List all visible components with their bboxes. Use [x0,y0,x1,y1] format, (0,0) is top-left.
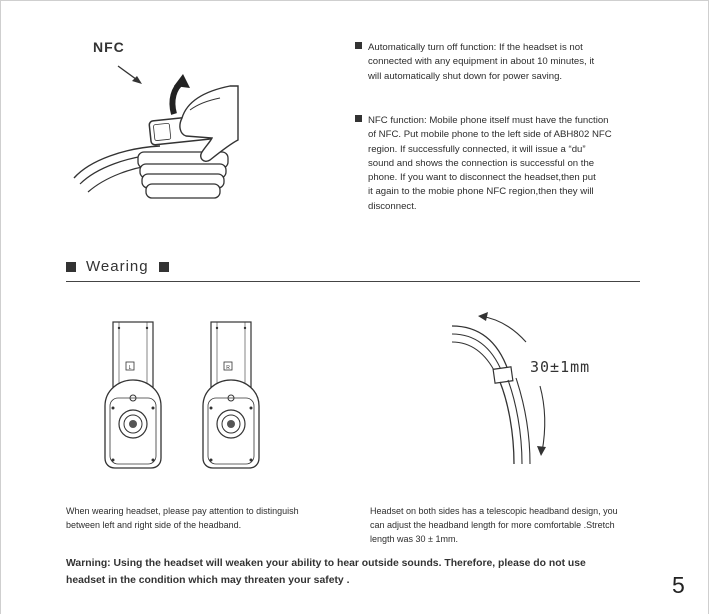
section-title: Wearing [86,258,149,275]
auto-off-line: connected with any equipment in about 10 minutes, it [368,56,595,68]
slider-joint [493,367,513,383]
right-side-mark: R [226,365,230,371]
auto-off-paragraph [355,41,640,84]
section-heading-wearing [66,258,169,275]
nfc-function-line: it again to the mobie phone NFC region,then they will [368,186,594,198]
warning-line: headset in the condition which may threaten your safety . [66,575,350,586]
left-side-mark: L [128,365,132,371]
left-caption-line: When wearing headset, please pay attention to distinguish [66,506,299,516]
nfc-function-paragraph [355,114,640,214]
bullet-icon [355,42,362,49]
extend-down-arrow [540,386,545,452]
bullet-icon [355,115,362,122]
section-divider [66,281,640,282]
right-caption-line: Headset on both sides has a telescopic headband design, you [370,506,618,516]
headband-lower-section [500,382,514,464]
right-caption [370,504,650,546]
left-ear-cup [105,322,161,468]
warning-line: Warning: Using the headset will weaken your ability to hear outside sounds. Therefore, please do not use [66,558,586,569]
hand-icon [180,86,238,161]
page-number: 5 [672,572,685,598]
headband-top-section [452,326,508,370]
nfc-function-line: sound and shows the connection is successful on the [368,157,595,169]
nfc-function-line: phone. If you want to disconnect the headset,then put [368,172,596,184]
heading-square-icon [66,262,76,272]
left-caption-line: between left and right side of the headband. [66,520,242,530]
page-frame-top [0,0,709,1]
right-caption-line: length was 30 ± 1mm. [370,534,458,544]
right-ear-cup [203,322,259,468]
left-caption [66,504,356,532]
auto-off-line: Automatically turn off function: If the headset is not [368,42,583,53]
nfc-illustration [70,60,240,210]
safety-warning [66,555,666,589]
page-frame-left [0,0,1,614]
heading-square-icon [159,262,169,272]
headband-illustration [450,312,630,472]
nfc-function-line: region. If successfully connected, it will issue a “du” [368,143,586,155]
ear-cups-illustration [95,318,285,473]
headband-measurement: 30±1mm [530,358,591,376]
right-caption-line: can adjust the headband length for more comfortable .Stretch [370,520,615,530]
nfc-function-line: disconnect. [368,200,417,212]
nfc-function-line: NFC function: Mobile phone itself must have the function [368,115,609,126]
nfc-label: NFC [93,39,125,55]
auto-off-line: will automatically shut down for power saving. [368,70,563,82]
nfc-function-line: of NFC. Put mobile phone to the left side of ABH802 NFC [368,129,612,141]
